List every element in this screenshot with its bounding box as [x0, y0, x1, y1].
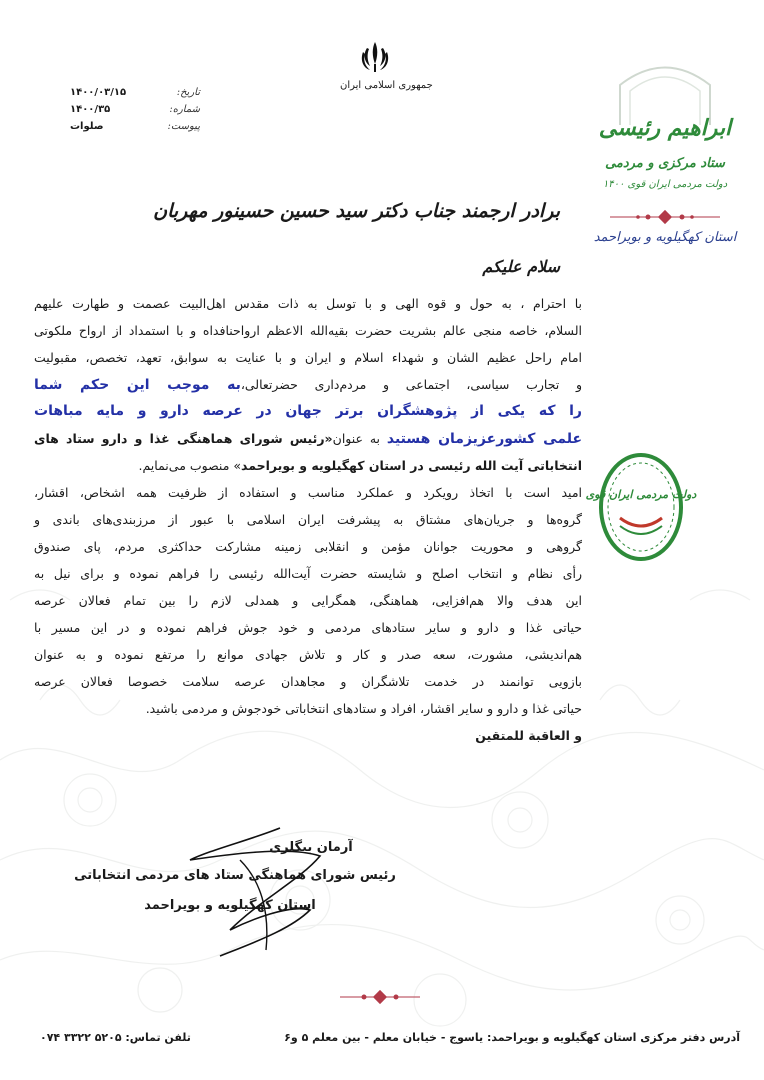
logo-region: استان کهگیلویه و بویراحمد — [593, 230, 737, 245]
body-line: رأی نظام و انتخاب اصلح و شایسته حضرت آیت‌الله رئیسی را فراهم نموده و برای نیل به — [34, 566, 582, 581]
body-line — [34, 425, 582, 452]
number-label: شماره: — [169, 104, 200, 115]
logo-ornament — [610, 210, 720, 224]
position-title-end: انتخاباتی آیت الله رئیسی در استان کهگیلویه و بویراحمد — [241, 458, 582, 473]
iran-emblem — [340, 38, 433, 91]
body-line-text: و تجارب سیاسی، اجتماعی و مردم‌داری حضرتعالی، — [240, 377, 582, 392]
body-line: گروهی و محوریت جوانان مؤمن و انقلابی زمینه مشارکت حداکثری مردم، پای صندوق — [34, 539, 582, 554]
body-line-connector: به عنوان — [332, 431, 387, 446]
body-line-highlight: را که یکی از پژوهشگران برتر جهان در عرصه دارو و مایه مباهات — [34, 403, 582, 419]
body-line: حیاتی غذا و دارو و سایر اقشار، افراد و ستادهای انتخاباتی خودجوش و مردمی باشید. — [145, 701, 582, 716]
campaign-logo-graphic — [590, 55, 740, 205]
attachment-value: صلوات — [70, 121, 104, 132]
body-line — [34, 452, 582, 479]
badge-text: دولت مردمی ایران قوی — [585, 488, 697, 501]
footer-ornament — [340, 990, 420, 1004]
appointment-phrase: به موجب این حکم شما — [34, 377, 241, 393]
position-title: «رئیس شورای هماهنگی غذا و دارو ستاد های — [34, 431, 333, 446]
salutation: سلام علیکم — [482, 257, 560, 276]
number-value: ۱۴۰۰/۳۵ — [70, 104, 111, 115]
logo-subtitle-2: دولت مردمی ایران قوی ۱۴۰۰ — [602, 179, 728, 190]
letter-meta — [70, 84, 200, 135]
letter-footer — [40, 1031, 740, 1051]
addressee: برادر ارجمند جناب دکتر سید حسین حسینور مهربان — [153, 200, 560, 222]
logo-subtitle-1: ستاد مرکزی و مردمی — [605, 156, 725, 171]
date-label: تاریخ: — [176, 87, 200, 98]
body-line: حیاتی غذا و دارو و سایر ستادهای مردمی و خود جوش فراهم نموده و در این مسیر با — [34, 620, 582, 635]
footer-phone: تلفن تماس: ۵۲۰۵ ۳۳۲۲ ۰۷۴ — [40, 1031, 191, 1044]
signatory-name: آرمان بیگلری — [269, 840, 353, 855]
date-value: ۱۴۰۰/۰۳/۱۵ — [70, 87, 127, 98]
body-line: هم‌اندیشی، مشورت، سعه صدر و کار و تلاش جهادی موانع را مرتفع نموده و به عنوان — [34, 647, 582, 662]
signatory-title: رئیس شورای هماهنگی ستاد های مردمی انتخاباتی — [74, 868, 396, 883]
campaign-logo — [590, 55, 740, 255]
closing-phrase: و العاقبة للمتقین — [475, 728, 582, 743]
body-line: با احترام ، به حول و قوه الهی و با توسل به ذات مقدس اهل‌البیت عصمت و طهارت علیهم — [34, 296, 582, 311]
body-line-highlight-end: علمی کشورعزیزمان هستید — [386, 431, 583, 447]
body-line: امید است با اتخاذ رویکرد و عملکرد مناسب و استفاده از ظرفیت همه اشخاص، اقشار، — [34, 485, 582, 500]
campaign-badge — [585, 452, 697, 562]
emblem-caption: جمهوری اسلامی ایران — [340, 80, 433, 91]
logo-calligraphy: ابراهیم رئیسی — [598, 115, 732, 141]
attachment-label: پیوست: — [167, 121, 200, 132]
signatory-region: استان کهگیلویه و بویراحمد — [144, 898, 316, 913]
emblem-icon — [358, 38, 392, 78]
body-line — [34, 371, 582, 398]
body-line: این هدف والا هم‌افزایی، هماهنگی، همگرایی و همدلی لازم را بین تمام فعالان عرصه — [34, 593, 582, 608]
meta-date-row — [70, 84, 200, 101]
letter-body — [34, 290, 582, 749]
body-line: گروه‌ها و جریان‌های مشتاق به پیشرفت ایران اسلامی با عبور از مرزبندی‌های باندی و — [34, 512, 582, 527]
meta-attachment-row — [70, 118, 200, 135]
body-line: امام راحل عظیم الشان و شهداء اسلام و ایران و با عنایت به سوابق، تعهد، تخصص، مقبولیت — [34, 350, 582, 365]
body-line-tail: » منصوب می‌نمایم. — [138, 458, 242, 473]
body-line: بازویی توانمند در خدمت تلاشگران و مجاهدان عرصه سلامت خصوصا فعالان عرصه — [34, 674, 582, 689]
body-line: السلام، خاصه منجی عالم بشریت حضرت بقیه‌الله الاعظم ارواحنافداه و با استمداد از ارواح ملکوتی — [34, 323, 582, 338]
footer-address: آدرس دفتر مرکزی استان کهگیلویه و بویراحمد: یاسوج - خیابان معلم - بین معلم ۵ و۶ — [284, 1031, 740, 1044]
meta-number-row — [70, 101, 200, 118]
